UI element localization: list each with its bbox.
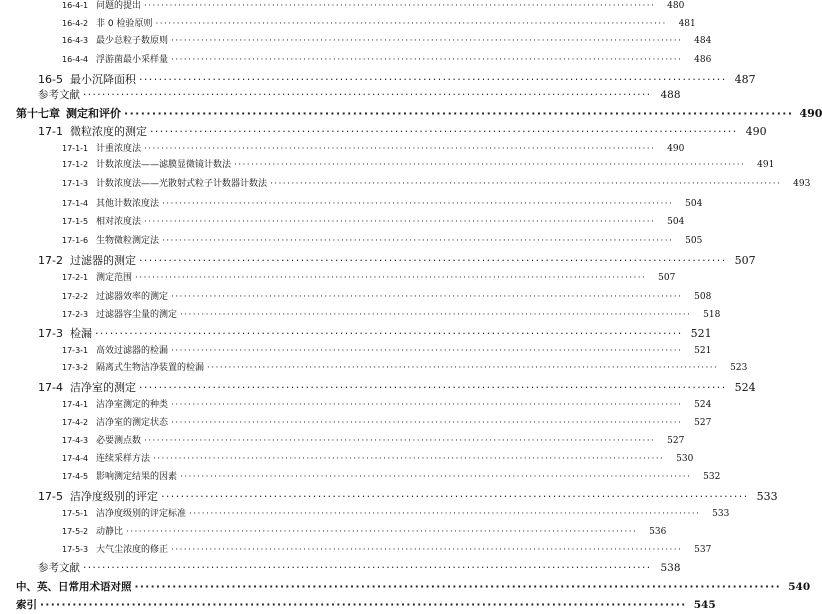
- toc-entry-page: 536: [649, 527, 667, 537]
- toc-entry-title: 动静比: [96, 527, 124, 537]
- toc-entry-page: 504: [667, 217, 685, 227]
- toc-entry-number: 17-5: [38, 490, 63, 503]
- toc-leader-dots: ························································································································: [171, 418, 683, 428]
- toc-entry-title: 洁净度级别的评定标准: [96, 509, 187, 519]
- toc-entry: [0, 19, 696, 29]
- toc-entry: [0, 144, 685, 154]
- toc-entry-page: 532: [703, 472, 721, 482]
- toc-entry: [0, 273, 676, 283]
- toc-leader-dots: ························································································································: [171, 545, 683, 555]
- toc-leader-dots: ························································································································: [155, 19, 667, 29]
- toc-entry-number: 17-4-5: [62, 472, 89, 481]
- toc-entry-page: 524: [734, 381, 756, 394]
- toc-entry-title: 隔离式生物洁净装置的检漏: [96, 363, 205, 373]
- toc-entry: [0, 217, 685, 227]
- toc-entry-page: 488: [660, 89, 681, 101]
- toc-leader-dots: ························································································································: [139, 254, 727, 267]
- toc-entry-title: 最少总粒子数原则: [96, 36, 169, 46]
- toc-leader-dots: ························································································································: [171, 55, 683, 65]
- toc-entry-page: 533: [756, 490, 778, 503]
- toc-leader-dots: ························································································································: [161, 490, 749, 503]
- toc-entry-page: 490: [799, 107, 822, 120]
- toc-entry-page: 486: [694, 55, 712, 65]
- toc-entry: [0, 581, 811, 593]
- toc-entry-title: 参考文献: [38, 89, 80, 101]
- toc-entry-number: 17-5-3: [62, 545, 89, 554]
- toc-entry-number: 17-2: [38, 254, 63, 267]
- toc-entry-page: 507: [734, 254, 756, 267]
- toc-entry-title: 索引: [16, 599, 37, 611]
- toc-entry-title: 测定范围: [96, 273, 133, 283]
- toc-leader-dots: ························································································································: [234, 160, 746, 170]
- toc-entry: [0, 400, 712, 410]
- toc-leader-dots: ························································································································: [207, 363, 719, 373]
- toc-entry-number: 17-4-2: [62, 418, 89, 427]
- toc-entry-page: 490: [745, 125, 767, 138]
- toc-entry-title: 非 0 检验原则: [96, 19, 153, 29]
- toc-entry-page: 527: [667, 436, 685, 446]
- toc-entry: [0, 254, 756, 267]
- toc-entry-title: 过滤器容尘量的测定: [96, 310, 178, 320]
- toc-entry: [0, 236, 703, 246]
- toc-entry-number: 17-4-4: [62, 454, 89, 463]
- toc-entry: [0, 327, 712, 340]
- toc-entry: [0, 436, 685, 446]
- toc-entry-title: 计数浓度法——光散射式粒子计数器计数法: [96, 179, 268, 189]
- toc-entry-page: 505: [685, 236, 703, 246]
- toc-entry: [0, 472, 721, 482]
- toc-leader-dots: ························································································································: [162, 236, 674, 246]
- toc-entry-title: 检漏: [70, 327, 92, 340]
- toc-entry-number: 17-5-2: [62, 527, 89, 536]
- toc-entry-number: 17-1-5: [62, 217, 89, 226]
- toc-entry-title: 浮游菌最小采样量: [96, 55, 169, 65]
- toc-entry-number: 17-5-1: [62, 509, 89, 518]
- toc-leader-dots: ························································································································: [83, 562, 652, 574]
- toc-leader-dots: ························································································································: [40, 599, 687, 611]
- toc-entry-title: 洁净室的测定: [70, 381, 136, 394]
- toc-entry-title: 过滤器效率的测定: [96, 292, 169, 302]
- toc-entry: [0, 454, 694, 464]
- toc-leader-dots: ························································································································: [189, 509, 701, 519]
- toc-entry-title: 测定和评价: [66, 107, 121, 120]
- toc-entry-title: 计数浓度法——滤膜显微镜计数法: [96, 160, 232, 170]
- toc-entry-page: 537: [694, 545, 712, 555]
- toc-entry-page: 523: [730, 363, 748, 373]
- toc-entry-number: 16-5: [38, 73, 63, 86]
- toc-leader-dots: ························································································································: [180, 472, 692, 482]
- toc-entry: [0, 545, 712, 555]
- toc-entry-number: 17-3: [38, 327, 63, 340]
- toc-entry-title: 过滤器的测定: [70, 254, 136, 267]
- toc-entry-page: 491: [757, 160, 775, 170]
- toc-entry: [0, 562, 681, 574]
- toc-leader-dots: ························································································································: [126, 527, 638, 537]
- toc-leader-dots: ························································································································: [139, 381, 727, 394]
- toc-entry-number: 17-2-2: [62, 292, 89, 301]
- toc-entry: [0, 509, 730, 519]
- toc-entry-number: 17-3-1: [62, 346, 89, 355]
- toc-leader-dots: ························································································································: [171, 346, 683, 356]
- toc-leader-dots: ························································································································: [171, 292, 683, 302]
- toc-entry: [0, 73, 756, 86]
- toc-entry-page: 518: [703, 310, 721, 320]
- toc-leader-dots: ························································································································: [270, 179, 782, 189]
- toc-entry-page: 527: [694, 418, 712, 428]
- toc-entry-title: 最小沉降面积: [70, 73, 136, 86]
- toc-entry-page: 508: [694, 292, 712, 302]
- toc-entry: [0, 89, 681, 101]
- toc-entry-page: 504: [685, 199, 703, 209]
- toc-leader-dots: ························································································································: [139, 73, 727, 86]
- toc-entry-number: 17-4-3: [62, 436, 89, 445]
- toc-entry-page: 487: [734, 73, 756, 86]
- toc-entry-number: 16-4-2: [62, 19, 89, 28]
- toc-entry-title: 大气尘浓度的修正: [96, 545, 169, 555]
- toc-entry-page: 530: [676, 454, 694, 464]
- toc-entry: [0, 36, 712, 46]
- toc-entry-title: 问题的提出: [96, 1, 142, 11]
- toc-leader-dots: ························································································································: [162, 199, 674, 209]
- toc-entry-title: 高效过滤器的检漏: [96, 346, 169, 356]
- toc-leader-dots: ························································································································: [171, 36, 683, 46]
- toc-entry-number: 16-4-1: [62, 1, 89, 10]
- toc-entry-number: 17-1: [38, 125, 63, 138]
- toc-entry-number: 17-1-6: [62, 236, 89, 245]
- toc-entry-title: 中、英、日常用术语对照: [16, 581, 132, 593]
- toc-entry-number: 17-1-2: [62, 160, 89, 169]
- toc-entry-title: 其他计数浓度法: [96, 199, 160, 209]
- toc-entry-page: 484: [694, 36, 712, 46]
- toc-entry-title: 洁净度级别的评定: [70, 490, 158, 503]
- toc-entry-number: 17-3-2: [62, 363, 89, 372]
- toc-leader-dots: ························································································································: [95, 327, 683, 340]
- toc-entry-title: 相对浓度法: [96, 217, 142, 227]
- toc-leader-dots: ························································································································: [144, 1, 656, 11]
- toc-entry: [0, 527, 667, 537]
- toc-entry-number: 16-4-4: [62, 55, 89, 64]
- toc-leader-dots: ························································································································: [171, 400, 683, 410]
- toc-entry: [0, 599, 716, 611]
- toc-leader-dots: ························································································································: [144, 144, 656, 154]
- toc-leader-dots: ························································································································: [144, 217, 656, 227]
- toc-entry: [0, 292, 712, 302]
- toc-entry-title: 必要测点数: [96, 436, 142, 446]
- toc-entry: [0, 107, 822, 120]
- toc-leader-dots: ························································································································: [180, 310, 692, 320]
- toc-leader-dots: ························································································································: [144, 436, 656, 446]
- toc-entry-page: 540: [788, 581, 811, 593]
- toc-entry: [0, 418, 712, 428]
- toc-entry-page: 538: [660, 562, 681, 574]
- toc-entry-page: 545: [693, 599, 716, 611]
- toc-entry-page: 493: [793, 179, 811, 189]
- toc-entry: [0, 381, 756, 394]
- toc-leader-dots: ························································································································: [150, 125, 738, 138]
- toc-entry: [0, 125, 767, 138]
- toc-leader-dots: ························································································································: [134, 581, 782, 593]
- toc-entry-number: 17-4-1: [62, 400, 89, 409]
- toc-entry: [0, 55, 712, 65]
- toc-entry: [0, 363, 748, 373]
- toc-entry: [0, 490, 778, 503]
- toc-entry-number: 17-1-1: [62, 144, 89, 153]
- toc-entry-page: 521: [694, 346, 712, 356]
- toc-entry-number: 17-2-3: [62, 310, 89, 319]
- toc-entry-title: 生物微粒测定法: [96, 236, 160, 246]
- toc-leader-dots: ························································································································: [153, 454, 665, 464]
- toc-entry: [0, 346, 712, 356]
- toc-entry-number: 第十七章: [16, 107, 60, 120]
- toc-entry: [0, 1, 685, 11]
- toc-entry-page: 524: [694, 400, 712, 410]
- toc-entry-page: 490: [667, 144, 685, 154]
- toc-entry-page: 507: [658, 273, 676, 283]
- toc-entry-number: 17-2-1: [62, 273, 89, 282]
- toc-entry-number: 17-1-3: [62, 179, 89, 188]
- toc-leader-dots: ························································································································: [135, 273, 647, 283]
- toc-entry-page: 480: [667, 1, 685, 11]
- toc-leader-dots: ························································································································: [83, 89, 652, 101]
- toc-entry-page: 521: [690, 327, 712, 340]
- toc-entry-page: 533: [712, 509, 730, 519]
- toc-entry: [0, 310, 721, 320]
- toc-entry-title: 影响测定结果的因素: [96, 472, 178, 482]
- toc-entry-title: 连续采样方法: [96, 454, 151, 464]
- toc-entry-title: 洁净室测定的种类: [96, 400, 169, 410]
- toc-entry-number: 17-1-4: [62, 199, 89, 208]
- toc-entry-title: 洁净室的测定状态: [96, 418, 169, 428]
- toc-entry-number: 16-4-3: [62, 36, 89, 45]
- toc-entry: [0, 199, 703, 209]
- toc-entry-title: 微粒浓度的测定: [70, 125, 147, 138]
- toc-entry-number: 17-4: [38, 381, 63, 394]
- toc-entry: [0, 179, 811, 189]
- toc-leader-dots: ························································································································: [124, 107, 794, 120]
- toc-entry-title: 参考文献: [38, 562, 80, 574]
- toc-entry-page: 481: [678, 19, 696, 29]
- toc-entry-title: 计重浓度法: [96, 144, 142, 154]
- toc-entry: [0, 160, 775, 170]
